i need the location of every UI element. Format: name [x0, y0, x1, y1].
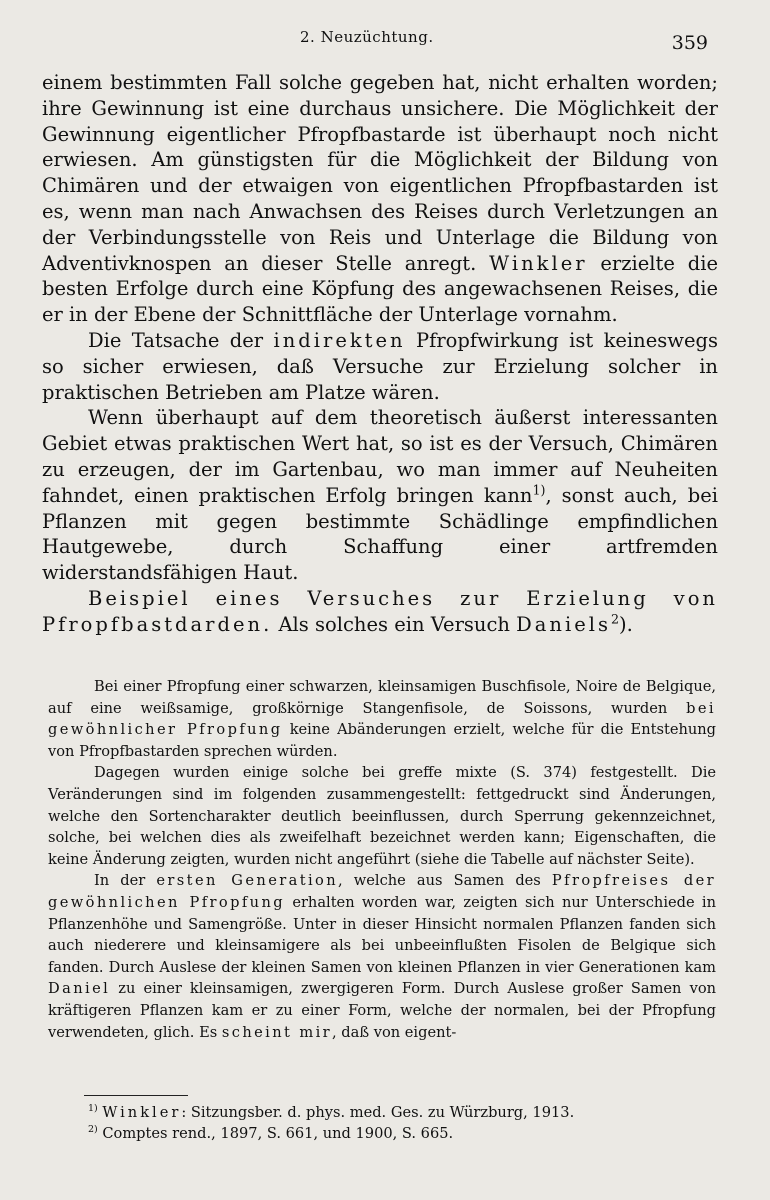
- spaced-term: Pfropfreises der gewöhnlichen Pfropfung: [48, 872, 717, 911]
- page-number: 359: [671, 32, 708, 54]
- footnote-mark: 1): [88, 1103, 98, 1115]
- small-print-section: [48, 676, 716, 1043]
- small-paragraph-2: Dagegen wurden einige solche bei greffe mixte (S. 374) festgestellt. Die Veränderungen sind im folgenden zusammengestellt: fettgedruckt sind Änderungen, welche den Sortencharakter deutlich beeinflussen, durch Sperrung gekennzeichnet, solche, bei welchen dies als zweifelhaft bezeichnet werden kann; Eigenschaften, die keine Änderung zeigten, wurden nicht angeführt (siehe die Tabelle auf nächster Seite).: [48, 764, 716, 868]
- paragraph-2: Die Tatsache der indirekten Pfropfwirkung ist keineswegs so sicher erwiesen, daß Versuche zur Erzielung solcher in praktischen Betrieben am Platze wären.: [42, 328, 719, 404]
- spaced-term: ersten Generation: [156, 872, 339, 890]
- running-header: [0, 28, 770, 58]
- chapter-title: 2. Neuzüchtung.: [300, 28, 434, 46]
- footnotes: [88, 1102, 716, 1144]
- section-heading: Beispiel eines Versuches zur Erzielung von Pfropfbastdarden.: [42, 586, 718, 636]
- author-name-daniel: Daniel: [48, 980, 111, 998]
- paragraph-1: einem bestimmten Fall solche gegeben hat, nicht erhalten worden; ihre Gewinnung ist eine durchaus unsichere. Die Möglichkeit der Gewinnung eigentlicher Pfropfbastarde ist überhaupt noch nicht erwiesen. Am günstigsten für die Möglichkeit der Bildung von Chimären und der etwaigen von eigentlichen Pfropfbastarden ist es, wenn man nach Anwachsen des Reises durch Verletzungen an der Verbindungsstelle von Reis und Unterlage die Bildung von Adventivknospen an dieser Stelle anregt. Winkler erzielte die besten Erfolge durch eine Köpfung des angewachsenen Reises, die er in der Ebene der Schnittfläche der Unterlage vornahm.: [42, 71, 718, 327]
- main-text: [42, 70, 718, 638]
- paragraph-3: Wenn überhaupt auf dem theoretisch äußerst interessanten Gebiet etwas praktischen Wert hat, so ist es der Versuch, Chimären zu erzeugen, der im Gartenbau, wo man immer auf Neuheiten fahndet, einen praktischen Erfolg bringen kann$^{1)}$, sonst auch, bei Pflanzen mit gegen bestimmte Schädlinge empfindlichen Hautgewebe, durch Schaffung einer artfremden widerstandsfähigen Haut.: [42, 406, 718, 585]
- spaced-term: bei gewöhnlicher Pfropfung: [48, 699, 717, 739]
- author-name-winkler: Winkler: [102, 1104, 182, 1121]
- footnote-ref-1: 1): [532, 482, 546, 498]
- author-name-daniel: Daniels: [516, 612, 611, 636]
- small-paragraph-3: In der ersten Generation, welche aus Samen des Pfropfreises der gewöhnlichen Pfropfung erhalten worden war, zeigten sich nur Unterschiede in Pflanzenhöhe und Samengröße. Unter in dieser Hinsicht normalen Pflanzen fanden sich auch niederere und kleinsamigere als bei unbeeinflußten Fisolen de Belgique sich fanden. Durch Auslese der kleinen Samen von kleinen Pflanzen in vier Generationen kam Daniel zu einer kleinsamigen, zwergigeren Form. Durch Auslese großer Samen von kräftigeren Pflanzen kam er zu einer Form, welche der normalen, bei der Pfropfung verwendeten, glich. Es scheint mir, daß von eigent-: [48, 872, 717, 1041]
- spaced-term: scheint mir: [221, 1023, 333, 1041]
- footnote-mark: 2): [88, 1124, 98, 1136]
- small-paragraph-1: Bei einer Pfropfung einer schwarzen, kleinsamigen Buschfisole, Noire de Belgique, auf eine weißsamige, großkörnige Stangenfisole, de Soissons, wurden bei gewöhnlicher Pfropfung keine Abänderungen erzielt, welche für die Entstehung von Pfropfbastarden sprechen würden.: [48, 678, 717, 760]
- spaced-term: indirekten: [273, 328, 406, 352]
- footnote-2: $^{2)}$ Comptes rend., 1897, S. 661, und 1900, S. 665.: [88, 1124, 454, 1142]
- author-name-winkler: Winkler: [489, 251, 588, 275]
- footnote-1: $^{1)}$ Winkler: Sitzungsber. d. phys. med. Ges. zu Würzburg, 1913.: [88, 1103, 575, 1121]
- footnote-ref-2: 2: [610, 611, 620, 627]
- footnote-divider: [84, 1095, 188, 1096]
- paragraph-4: Beispiel eines Versuches zur Erzielung von Pfropfbastdarden. Als solches ein Versuch Daniels$^2$).: [42, 586, 718, 636]
